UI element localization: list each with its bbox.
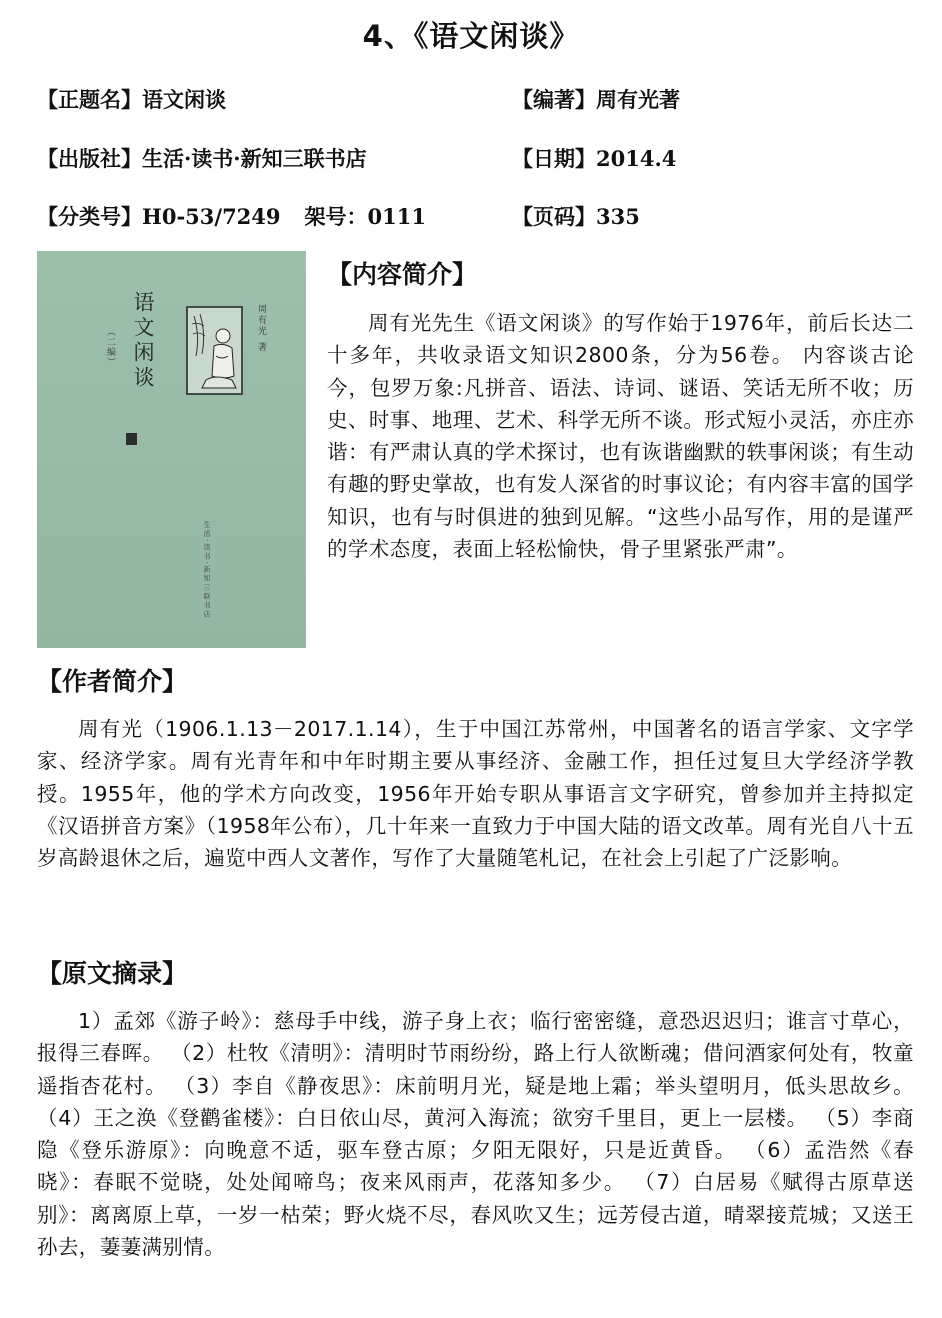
date-label: 【日期】 bbox=[512, 146, 596, 171]
publisher-field bbox=[37, 143, 367, 173]
publisher-label: 【出版社】 bbox=[37, 146, 142, 171]
author-field bbox=[512, 84, 680, 114]
author-label: 【编著】 bbox=[512, 87, 596, 112]
author-bio: 周有光（1906.1.13－2017.1.14），生于中国江苏常州，中国著名的语言学家、文字学家、经济学家。周有光青年和中年时期主要从事经济、金融工作，担任过复旦大学经济学教授。1955年，他的学术方向改变，1956年开始专职从事语言文字研究，曾参加并主持拟定《汉语拼音方案》（1958年公布），几十年来一直致力于中国大陆的语文改革。周有光自八十五岁高龄退休之后，遍览中西人文著作，写作了大量随笔札记，在社会上引起了广泛影响。 bbox=[37, 717, 914, 871]
book-cover-image bbox=[37, 251, 306, 648]
author-value: 周有光著 bbox=[596, 87, 680, 112]
shelf-label: 架号： bbox=[304, 204, 368, 229]
content-summary: 周有光先生《语文闲谈》的写作始于1976年，前后长达二十多年，共收录语文知识2800条，分为56卷。 内容谈古论今，包罗万象:凡拼音、语法、诗词、谜语、笑话无所不收；历史、时事、地理、艺术、科学无所不谈。形式短小灵活，亦庄亦谐：有严肃认真的学术探讨，也有诙谐幽默的轶事闲谈；有生动有趣的野史掌故，也有发人深省的时事议论；有内容丰富的国学知识，也有与时俱进的独到见解。“这些小品写作，用的是谨严的学术态度，表面上轻松愉快，骨子里紧张严肃”。 bbox=[327, 311, 914, 562]
title-field bbox=[37, 84, 226, 114]
title-label: 【正题名】 bbox=[37, 87, 142, 112]
author-heading: 【作者简介】 bbox=[37, 667, 188, 696]
excerpt-text: 1）孟郊《游子岭》：慈母手中线，游子身上衣；临行密密缝，意恐迟迟归；谁言寸草心，报得三春晖。 （2）杜牧《清明》：清明时节雨纷纷，路上行人欲断魂；借问酒家何处有，牧童遥指杏花村。 （3）李自《静夜思》：床前明月光，疑是地上霜；举头望明月，低头思故乡。 （4）王之涣《登鹳雀楼》：白日依山尽，黄河入海流；欲穷千里目，更上一层楼。 （5）李商隐《登乐游原》：向晚意不适，驱车登古原；夕阳无限好，只是近黄昏。 （6）孟浩然《春晓》：春眠不觉晓，处处闻啼鸟；夜来风雨声，花落知多少。 （7）白居易《赋得古原草送别》：离离原上草，一岁一枯荣；野火烧不尽，春风吹又生；远芳侵古道，晴翠接荒城；又送王孙去，萋萋满别情。 bbox=[37, 1009, 914, 1260]
pages-field bbox=[512, 201, 640, 231]
excerpt-heading: 【原文摘录】 bbox=[37, 959, 188, 988]
cover-title: 语文闲谈 bbox=[131, 291, 155, 391]
pages-value: 335 bbox=[596, 204, 640, 229]
title-value: 语文闲谈 bbox=[142, 87, 226, 112]
content-heading: 【内容简介】 bbox=[327, 260, 478, 289]
class-label: 【分类号】 bbox=[37, 204, 142, 229]
publisher-value: 生活·读书·新知三联书店 bbox=[142, 146, 367, 171]
pages-label: 【页码】 bbox=[512, 204, 596, 229]
cover-publisher: 生活·读书·新知三联书店 bbox=[203, 521, 211, 620]
class-value: H0-53/7249 bbox=[142, 204, 281, 229]
date-field bbox=[512, 143, 676, 173]
page-title: 4、《语文闲谈》 bbox=[362, 19, 580, 53]
cover-seal-icon bbox=[126, 433, 137, 445]
shelf-value: 0111 bbox=[367, 204, 426, 229]
cover-subtitle: （二编） bbox=[105, 327, 115, 367]
cover-author: 周有光 著 bbox=[256, 304, 266, 353]
classification-field bbox=[37, 201, 426, 231]
date-value: 2014.4 bbox=[596, 146, 677, 171]
cover-illustration-icon bbox=[186, 306, 243, 395]
